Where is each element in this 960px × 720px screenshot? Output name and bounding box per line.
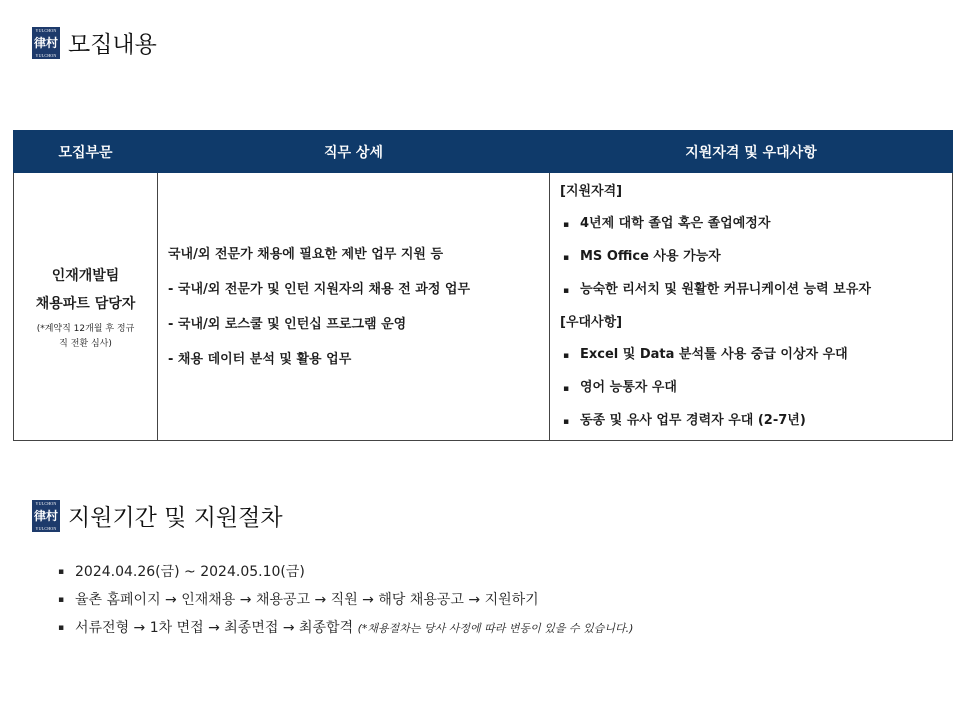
list-item-period: ▪ 2024.04.26(금) ~ 2024.05.10(금)	[58, 558, 633, 586]
bullet-icon: ▪	[58, 567, 65, 577]
yulchon-logo-icon: YULCHON 律村 YULCHON	[33, 500, 58, 531]
header-duty: 직무 상세	[158, 131, 550, 173]
yulchon-logo-icon: YULCHON 律村 YULCHON	[33, 27, 58, 58]
table-row	[14, 173, 953, 441]
bullet-icon: ▪	[563, 285, 570, 296]
preferred-header: [우대사항]	[560, 314, 623, 330]
preferred-item: ▪ 동종 및 유사 업무 경력자 우대 (2-7년)	[560, 405, 951, 438]
section-heading-process	[32, 499, 283, 532]
duty-item: 국내/외 전문가 채용에 필요한 제반 업무 지원 등	[168, 246, 444, 262]
required-item: ▪ 4년제 대학 졸업 혹은 졸업예정자	[560, 208, 951, 241]
bullet-icon: ▪	[563, 219, 570, 230]
bullet-icon: ▪	[563, 383, 570, 394]
duty-item: - 국내/외 로스쿨 및 인턴십 프로그램 운영	[168, 316, 407, 332]
bullet-icon: ▪	[58, 623, 65, 633]
position-role: 채용파트 담당자	[35, 295, 136, 312]
header-position: 모집부문	[14, 131, 158, 173]
bullet-icon: ▪	[58, 595, 65, 605]
required-header: [지원자격]	[560, 183, 623, 199]
preferred-item: ▪ 영어 능통자 우대	[560, 372, 951, 405]
section-title-process: 지원기간 및 지원절차	[68, 505, 283, 531]
position-note: (*계약직 12개월 후 정규 직 전환 심사)	[36, 323, 135, 349]
list-item-stages: ▪ 서류전형 → 1차 면접 → 최종면접 → 최종합격 (*채용절차는 당사 사정에 따라 변동이 있을 수 있습니다.)	[58, 614, 633, 643]
recruit-table	[13, 130, 953, 441]
bullet-icon: ▪	[563, 416, 570, 427]
process-note: (*채용절차는 당사 사정에 따라 변동이 있을 수 있습니다.)	[357, 622, 634, 635]
required-item: ▪ MS Office 사용 가능자	[560, 241, 951, 274]
bullet-icon: ▪	[563, 350, 570, 361]
duty-item: - 국내/외 전문가 및 인턴 지원자의 채용 전 과정 업무	[168, 281, 471, 297]
duty-cell	[158, 173, 550, 441]
header-qualification: 지원자격 및 우대사항	[550, 131, 953, 173]
section-title-recruit: 모집내용	[68, 32, 157, 58]
position-team: 인재개발팀	[51, 267, 120, 284]
duty-item: - 채용 데이터 분석 및 활용 업무	[168, 351, 352, 367]
bullet-icon: ▪	[563, 252, 570, 263]
required-item: ▪ 능숙한 리서치 및 원활한 커뮤니케이션 능력 보유자	[560, 274, 951, 307]
process-list	[58, 558, 633, 643]
list-item-apply-path: ▪ 율촌 홈페이지 → 인재채용 → 채용공고 → 직원 → 해당 채용공고 → 지원하기	[58, 586, 633, 614]
qualification-cell	[550, 173, 953, 441]
position-cell	[14, 173, 158, 441]
table-header-row	[14, 131, 953, 173]
preferred-item: ▪ Excel 및 Data 분석툴 사용 중급 이상자 우대	[560, 339, 951, 372]
section-heading-recruit	[32, 26, 157, 59]
